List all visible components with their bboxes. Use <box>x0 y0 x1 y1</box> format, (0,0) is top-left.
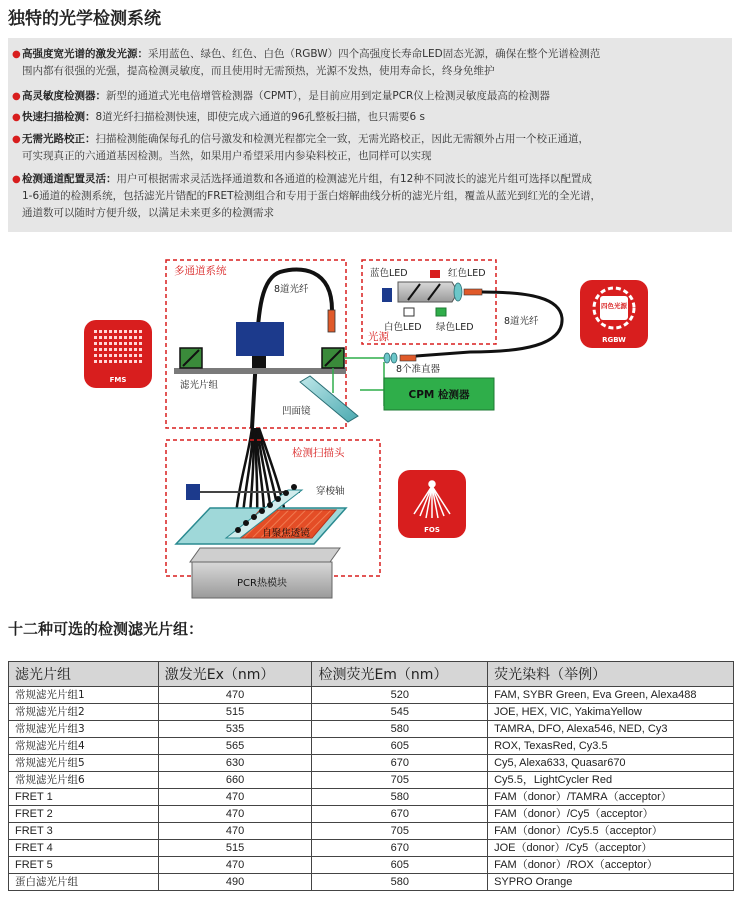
table-cell: 常规滤光片组2 <box>9 704 159 721</box>
table-cell: 580 <box>312 721 488 738</box>
table-cell: 蛋白滤光片组 <box>9 874 159 891</box>
table-row <box>9 738 734 755</box>
rgbw-badge <box>580 280 648 348</box>
bullet-icon: ● <box>12 134 21 145</box>
rgbw-label: RGBW <box>602 336 626 344</box>
table-cell: 705 <box>312 772 488 789</box>
table-cell: FRET 2 <box>9 806 159 823</box>
multi-channel-label: 多通道系统 <box>174 265 227 277</box>
table-cell: JOE, HEX, VIC, YakimaYellow <box>488 704 734 721</box>
feature-text: 8道光纤扫描检测快速，即使完成六通道的96孔整板扫描，也只需要6 s <box>95 111 426 123</box>
optical-system-diagram <box>0 238 748 610</box>
fms-label: FMS <box>109 376 127 384</box>
table-cell: 常规滤光片组4 <box>9 738 159 755</box>
focus-lens-label: 自聚焦透镜 <box>262 528 310 539</box>
feature-item <box>12 171 722 222</box>
feature-item <box>12 88 722 105</box>
feature-text: 用户可根据需求灵活选择通道数和各通道的检测滤光片组，有12种不同波长的滤光片组可选择以配置成 <box>116 173 592 185</box>
fms-badge <box>84 320 152 388</box>
table-cell: Cy5.5，LightCycler Red <box>488 772 734 789</box>
blue-led-label: 蓝色LED <box>370 268 408 279</box>
table-cell: FRET 3 <box>9 823 159 840</box>
shuttle-axis-label: 穿梭轴 <box>316 486 345 497</box>
white-led-label: 白色LED <box>384 322 422 333</box>
scan-head-label: 检测扫描头 <box>292 447 345 459</box>
table-cell: 470 <box>158 687 312 704</box>
table-cell: 670 <box>312 806 488 823</box>
feature-head: 高强度宽光谱的激发光源： <box>22 48 148 60</box>
column-header: 激发光Ex（nm） <box>158 662 312 687</box>
table-cell: 580 <box>312 874 488 891</box>
light-source-label: 光源 <box>368 331 389 343</box>
table-cell: FAM（donor）/ROX（acceptor） <box>488 857 734 874</box>
table-cell: 常规滤光片组1 <box>9 687 159 704</box>
motor <box>252 356 266 368</box>
table-row <box>9 721 734 738</box>
table-cell: JOE（donor）/Cy5（acceptor） <box>488 840 734 857</box>
pcr-module <box>190 548 340 598</box>
table-cell: 515 <box>158 840 312 857</box>
shuttle-motor <box>186 484 200 500</box>
collimators <box>384 353 416 363</box>
feature-text: 围内都有很强的光强，提高检测灵敏度，而且使用时无需预热，光源不发热，使用寿命长，终身免维护 <box>22 65 495 77</box>
feature-text: 可实现真正的六通道基因检测。当然，如果用户希望采用内参染料校正，也同样可以实现 <box>22 150 432 162</box>
table-cell: 470 <box>158 823 312 840</box>
table-cell: FAM, SYBR Green, Eva Green, Alexa488 <box>488 687 734 704</box>
table-row <box>9 874 734 891</box>
filter-table-title: 十二种可选的检测滤光片组： <box>8 620 204 638</box>
table-row <box>9 687 734 704</box>
table-row <box>9 857 734 874</box>
filter-group-label: 滤光片组 <box>180 380 219 391</box>
table-cell: 常规滤光片组6 <box>9 772 159 789</box>
table-cell: 565 <box>158 738 312 755</box>
table-cell: 470 <box>158 789 312 806</box>
bullet-icon: ● <box>12 112 21 123</box>
fos-label: FOS <box>424 526 440 534</box>
table-cell: ROX, TexasRed, Cy3.5 <box>488 738 734 755</box>
table-cell: TAMRA, DFO, Alexa546, NED, Cy3 <box>488 721 734 738</box>
filter-housing <box>236 322 284 356</box>
column-header: 荧光染料（举例） <box>488 662 734 687</box>
table-cell: 660 <box>158 772 312 789</box>
fiber-top-label: 8道光纤 <box>274 284 309 295</box>
table-cell: 470 <box>158 806 312 823</box>
filter-group-left <box>180 348 202 368</box>
green-led-label: 绿色LED <box>436 322 474 333</box>
feature-head: 高灵敏度检测器： <box>22 90 106 102</box>
page-title: 独特的光学检测系统 <box>8 9 161 29</box>
table-cell: 常规滤光片组5 <box>9 755 159 772</box>
collimator-label: 8个准直器 <box>396 364 441 375</box>
table-cell: 520 <box>312 687 488 704</box>
feature-item <box>12 46 722 80</box>
feature-head: 快速扫描检测： <box>22 111 96 123</box>
table-row <box>9 789 734 806</box>
table-cell: 705 <box>312 823 488 840</box>
table-cell: FAM（donor）/TAMRA（acceptor） <box>488 789 734 806</box>
table-cell: 605 <box>312 857 488 874</box>
table-cell: FAM（donor）/Cy5（acceptor） <box>488 806 734 823</box>
table-cell: Cy5, Alexa633, Quasar670 <box>488 755 734 772</box>
table-cell: 470 <box>158 857 312 874</box>
table-header-row <box>9 662 734 687</box>
green-led <box>436 308 446 316</box>
table-cell: 630 <box>158 755 312 772</box>
table-row <box>9 704 734 721</box>
feature-head: 检测通道配置灵活： <box>22 173 117 185</box>
bullet-icon: ● <box>12 49 21 60</box>
table-cell: FAM（donor）/Cy5.5（acceptor） <box>488 823 734 840</box>
light-source-housing <box>398 282 482 302</box>
table-row <box>9 806 734 823</box>
table-cell: 535 <box>158 721 312 738</box>
column-header: 检测荧光Em（nm） <box>312 662 488 687</box>
table-cell: 545 <box>312 704 488 721</box>
fiber-tip <box>328 310 335 332</box>
fos-badge <box>398 470 466 538</box>
feature-text: 扫描检测能确保每孔的信号激发和检测光程都完全一致，无需光路校正，因此无需额外占用一个校正通道， <box>95 133 589 145</box>
table-row <box>9 823 734 840</box>
table-cell: 490 <box>158 874 312 891</box>
fiber-right-label: 8道光纤 <box>504 316 539 327</box>
feature-text: 采用蓝色、绿色、红色、白色（RGBW）四个高强度长寿命LED固态光源，确保在整个光谱检测范 <box>148 48 601 60</box>
feature-item <box>12 131 722 165</box>
bullet-icon: ● <box>12 91 21 102</box>
table-cell: 515 <box>158 704 312 721</box>
table-cell: FRET 5 <box>9 857 159 874</box>
bench-rail <box>174 368 346 374</box>
rgbw-inner-label: 四色光源 <box>601 302 627 310</box>
cpm-label: CPM 检测器 <box>408 389 470 401</box>
table-cell: 670 <box>312 755 488 772</box>
concave-mirror-label: 凹面镜 <box>282 406 311 417</box>
red-led-label: 红色LED <box>448 268 486 279</box>
table-cell: 常规滤光片组3 <box>9 721 159 738</box>
feature-list <box>8 38 732 232</box>
feature-text: 通道数可以随时方便升级，以满足未来更多的检测需求 <box>22 207 274 219</box>
column-header: 滤光片组 <box>9 662 159 687</box>
table-row <box>9 755 734 772</box>
table-cell: 605 <box>312 738 488 755</box>
table-cell: 670 <box>312 840 488 857</box>
filter-table <box>8 661 734 891</box>
bullet-icon: ● <box>12 174 21 185</box>
feature-item <box>12 109 722 126</box>
table-cell: SYPRO Orange <box>488 874 734 891</box>
feature-head: 无需光路校正： <box>22 133 96 145</box>
table-cell: FRET 1 <box>9 789 159 806</box>
table-row <box>9 772 734 789</box>
feature-text: 新型的通道式光电倍增管检测器（CPMT），是目前应用到定量PCR仪上检测灵敏度最高的检测器 <box>106 90 550 102</box>
table-cell: 580 <box>312 789 488 806</box>
red-led <box>430 270 440 278</box>
table-row <box>9 840 734 857</box>
table-cell: FRET 4 <box>9 840 159 857</box>
pcr-module-label: PCR热模块 <box>237 578 287 589</box>
filter-group-right <box>322 348 344 368</box>
feature-text: 1-6通道的检测系统，包括滤光片错配的FRET检测组合和专用于蛋白熔解曲线分析的滤光片组，覆盖从蓝光到红光的全光谱， <box>22 190 602 202</box>
blue-led <box>382 288 392 302</box>
white-led <box>404 308 414 316</box>
